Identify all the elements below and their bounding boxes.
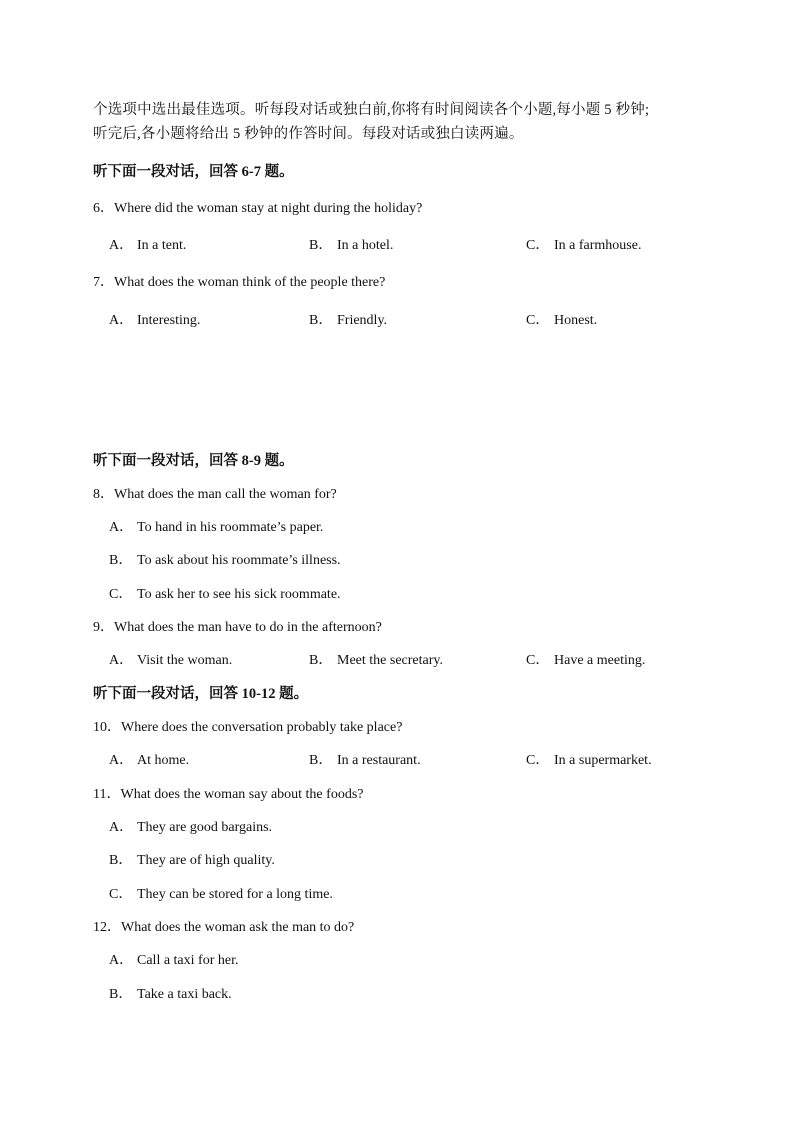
intro-line-1: 个选项中选出最佳选项。听每段对话或独白前,你将有时间阅读各个小题,每小题 5 秒钟; [93,102,650,118]
option-text: To hand in his roommate’s paper. [137,520,324,535]
question-number: 12． [93,920,121,935]
question-number: 9． [93,620,114,635]
question-text: What does the woman ask the man to do? [121,920,355,935]
question-text: What does the man call the woman for? [114,487,337,502]
question-number: 10． [93,720,121,735]
option-text: Interesting. [137,313,201,328]
option-a [109,651,232,671]
option-c [109,885,333,905]
question-number: 7． [93,275,114,290]
option-letter: B． [109,553,133,568]
option-text: In a supermarket. [554,753,652,768]
option-letter: C． [109,587,133,602]
question-number: 8． [93,487,114,502]
question-text: What does the woman say about the foods? [120,787,364,802]
option-a [109,311,200,331]
option-c [526,751,652,771]
question-8 [93,485,337,505]
option-text: Meet the secretary. [337,653,443,668]
option-c [526,311,597,331]
section-heading: 听下面一段对话，回答 10-12 题。 [93,686,309,702]
option-c [109,585,341,605]
option-letter: C． [526,753,550,768]
option-letter: B． [309,313,333,328]
question-7 [93,273,385,293]
option-text: At home. [137,753,190,768]
question-number: 11． [93,787,121,802]
option-a [109,236,186,256]
option-letter: B． [309,653,333,668]
option-letter: B． [309,238,333,253]
option-text: Visit the woman. [137,653,233,668]
option-letter: A． [109,238,134,253]
option-a [109,818,272,838]
option-b [309,651,443,671]
option-text: Friendly. [337,313,388,328]
option-c [526,651,645,671]
option-letter: C． [109,887,133,902]
option-text: They are good bargains. [137,820,273,835]
option-text: Have a meeting. [554,653,646,668]
option-b [109,851,275,871]
section-heading: 听下面一段对话，回答 6-7 题。 [93,164,294,180]
question-text: Where does the conversation probably take place? [121,720,403,735]
option-a [109,751,189,771]
option-letter: A． [109,820,134,835]
section-heading: 听下面一段对话，回答 8-9 题。 [93,453,294,469]
option-letter: C． [526,238,550,253]
option-b [309,236,393,256]
option-letter: B． [109,853,133,868]
option-letter: A． [109,953,134,968]
option-text: In a tent. [137,238,187,253]
option-text: In a farmhouse. [554,238,642,253]
question-11 [93,785,363,805]
question-text: What does the man have to do in the afternoon? [114,620,382,635]
intro-line-2: 听完后,各小题将给出 5 秒钟的作答时间。每段对话或独白读两遍。 [93,126,524,142]
option-a [109,951,238,971]
question-6 [93,199,422,219]
option-letter: B． [309,753,333,768]
option-letter: A． [109,753,134,768]
option-text: In a restaurant. [337,753,421,768]
question-text: What does the woman think of the people there? [114,275,386,290]
option-b [309,311,387,331]
option-letter: A． [109,653,134,668]
question-number: 6． [93,201,114,216]
question-text: Where did the woman stay at night during the holiday? [114,201,423,216]
option-text: Honest. [554,313,598,328]
option-letter: B． [109,987,133,1002]
question-12 [93,918,354,938]
option-text: In a hotel. [337,238,394,253]
option-text: They are of high quality. [137,853,275,868]
option-letter: A． [109,520,134,535]
option-text: They can be stored for a long time. [137,887,333,902]
option-text: Call a taxi for her. [137,953,239,968]
option-letter: C． [526,313,550,328]
question-10 [93,718,402,738]
option-letter: A． [109,313,134,328]
option-text: To ask her to see his sick roommate. [137,587,341,602]
option-c [526,236,641,256]
option-b [109,985,232,1005]
option-letter: C． [526,653,550,668]
option-b [109,551,341,571]
option-a [109,518,323,538]
option-text: To ask about his roommate’s illness. [137,553,341,568]
option-b [309,751,421,771]
option-text: Take a taxi back. [137,987,232,1002]
question-9 [93,618,382,638]
